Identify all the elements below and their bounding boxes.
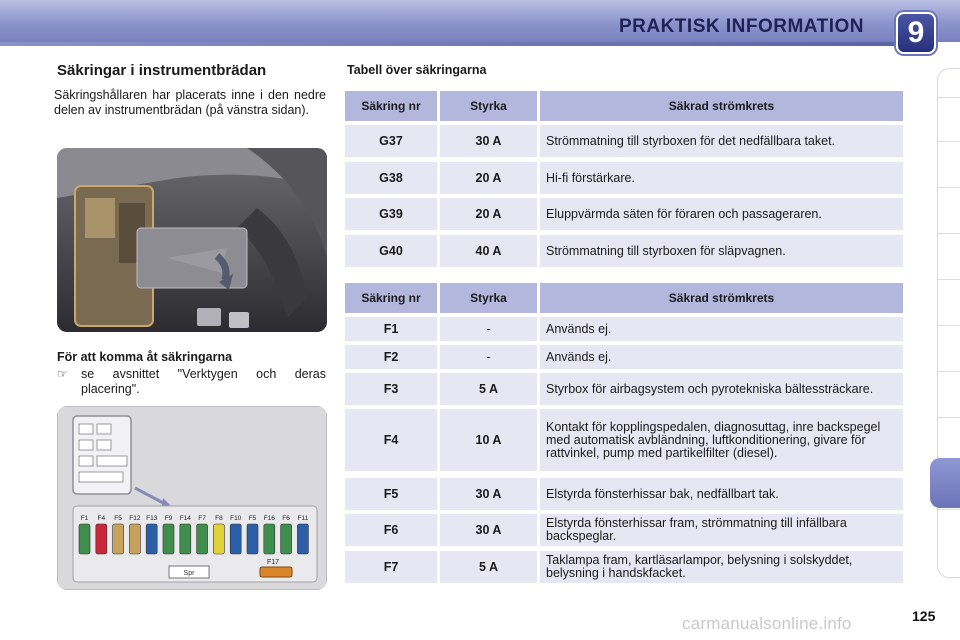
tab-divider (938, 233, 960, 234)
header-circuit: Säkrad strömkrets (540, 283, 903, 313)
table-header-row (345, 283, 903, 313)
fuse-label: F13 (146, 515, 158, 522)
table-row (345, 198, 903, 230)
fuse-box-diagram (57, 406, 327, 590)
fuse (213, 524, 224, 554)
fuse-nr: F1 (345, 317, 437, 341)
fuse-nr: G40 (345, 235, 437, 267)
dashboard-illustration (57, 148, 327, 332)
spare-fuse-label: Spr (183, 570, 195, 577)
tab-divider (938, 141, 960, 142)
table-row (345, 373, 903, 405)
tab-divider (938, 417, 960, 418)
fuse-nr: G39 (345, 198, 437, 230)
fuse-label: F4 (97, 515, 106, 522)
fuse-circuit: Hi-fi förstärkare. (540, 162, 903, 194)
fuse-nr: F3 (345, 373, 437, 405)
watermark: carmanualsonline.info (682, 614, 852, 633)
fuse-label: F5 (114, 515, 122, 522)
fuse (197, 524, 208, 554)
pointing-hand-icon: ☞ (57, 367, 68, 381)
fuse-rating: 30 A (440, 514, 537, 546)
fuse-label: F1 (80, 515, 89, 522)
fuse-circuit: Elstyrda fönsterhissar bak, nedfällbart tak. (540, 478, 903, 510)
fuse-label: F16 (263, 515, 275, 522)
fuse-label: F6 (282, 515, 290, 522)
header-rating: Styrka (440, 91, 537, 121)
fuse-label: F12 (129, 515, 141, 522)
table-row (345, 514, 903, 546)
fuse-rating: 20 A (440, 198, 537, 230)
header-fuse-nr: Säkring nr (345, 91, 437, 121)
fuse-f17-label: F17 (267, 559, 280, 566)
fuse (297, 524, 308, 554)
fuse-circuit: Används ej. (540, 345, 903, 369)
fuse-rating: 30 A (440, 478, 537, 510)
intro-paragraph: Säkringshållaren har placerats inne i den nedre delen av instrumentbrädan (på vänstra sidan). (54, 88, 326, 117)
fuse (163, 524, 174, 554)
table-title: Tabell över säkringarna (347, 63, 487, 77)
active-chapter-tab[interactable] (930, 458, 960, 508)
fuse-circuit: Kontakt för kopplingspedalen, diagnosuttag, inre backspegel med automatisk avbländning, luftkonditionering, givare för rattvinkel, pump med partikelfilter (diesel). (540, 409, 903, 471)
table-header-row (345, 91, 903, 121)
fuse-label: F8 (215, 515, 223, 522)
tab-divider (938, 279, 960, 280)
fuse (180, 524, 191, 554)
chapter-number-badge: 9 (896, 12, 936, 54)
fuse (146, 524, 157, 554)
tab-divider (938, 97, 960, 98)
fuse-rating: 5 A (440, 551, 537, 583)
table-row (345, 551, 903, 583)
fuse-circuit: Används ej. (540, 317, 903, 341)
fuse-label: F7 (198, 515, 206, 522)
fuse-box-illustration (57, 406, 327, 590)
fuse-rating: 5 A (440, 373, 537, 405)
fuse-nr: G38 (345, 162, 437, 194)
fuse-label: F11 (297, 515, 309, 522)
fuse (230, 524, 241, 554)
tab-divider (938, 187, 960, 188)
fuse-circuit: Eluppvärmda säten för föraren och passageraren. (540, 198, 903, 230)
fuse-circuit: Styrbox för airbagsystem och pyrotekniska bältessträckare. (540, 373, 903, 405)
fuse-rating: - (440, 317, 537, 341)
table-row (345, 478, 903, 510)
fuse-rating: 30 A (440, 125, 537, 157)
fuse-rating: 20 A (440, 162, 537, 194)
tab-divider (938, 325, 960, 326)
table-row (345, 409, 903, 471)
fuse-label: F14 (179, 515, 191, 522)
table-row (345, 125, 903, 157)
fuse-nr: F2 (345, 345, 437, 369)
access-heading: För att komma åt säkringarna (57, 350, 233, 364)
table-row (345, 345, 903, 369)
fuse (79, 524, 90, 554)
access-text: se avsnittet "Verktygen och deras placering". (81, 367, 326, 396)
header-fuse-nr: Säkring nr (345, 283, 437, 313)
fuse-rating: 10 A (440, 409, 537, 471)
page-number: 125 (912, 608, 936, 624)
header-rating: Styrka (440, 283, 537, 313)
fuse-rating: 40 A (440, 235, 537, 267)
fuse-nr: F4 (345, 409, 437, 471)
fuse-nr: F6 (345, 514, 437, 546)
header-rule (0, 42, 900, 46)
fuse-rating: - (440, 345, 537, 369)
fuse-circuit: Taklampa fram, kartläsarlampor, belysning i solskyddet, belysning i handskfacket. (540, 551, 903, 583)
fuse-label: F10 (230, 515, 242, 522)
fuse-f17 (260, 567, 292, 577)
fuse-circuit: Strömmatning till styrboxen för släpvagnen. (540, 235, 903, 267)
header-circuit: Säkrad strömkrets (540, 91, 903, 121)
fuse-nr: F5 (345, 478, 437, 510)
fuse (281, 524, 292, 554)
table-row (345, 317, 903, 341)
table-row (345, 235, 903, 267)
fuse-label: F9 (164, 515, 173, 522)
section-title: Säkringar i instrumentbrädan (57, 62, 267, 79)
tab-divider (938, 509, 960, 510)
tab-divider (938, 371, 960, 372)
fuse (96, 524, 107, 554)
fuse (113, 524, 124, 554)
fuse-circuit: Elstyrda fönsterhissar fram, strömmatning till infällbara backspeglar. (540, 514, 903, 546)
fuse (264, 524, 275, 554)
fuse-label: F5 (248, 515, 257, 522)
fuse-nr: F7 (345, 551, 437, 583)
table-row (345, 162, 903, 194)
fuse (247, 524, 258, 554)
fuse (129, 524, 140, 554)
chapter-title: PRAKTISK INFORMATION (618, 16, 864, 37)
fuse-circuit: Strömmatning till styrboxen för det nedfällbara taket. (540, 125, 903, 157)
fuse-nr: G37 (345, 125, 437, 157)
dashboard-fuse-photo (57, 148, 327, 332)
